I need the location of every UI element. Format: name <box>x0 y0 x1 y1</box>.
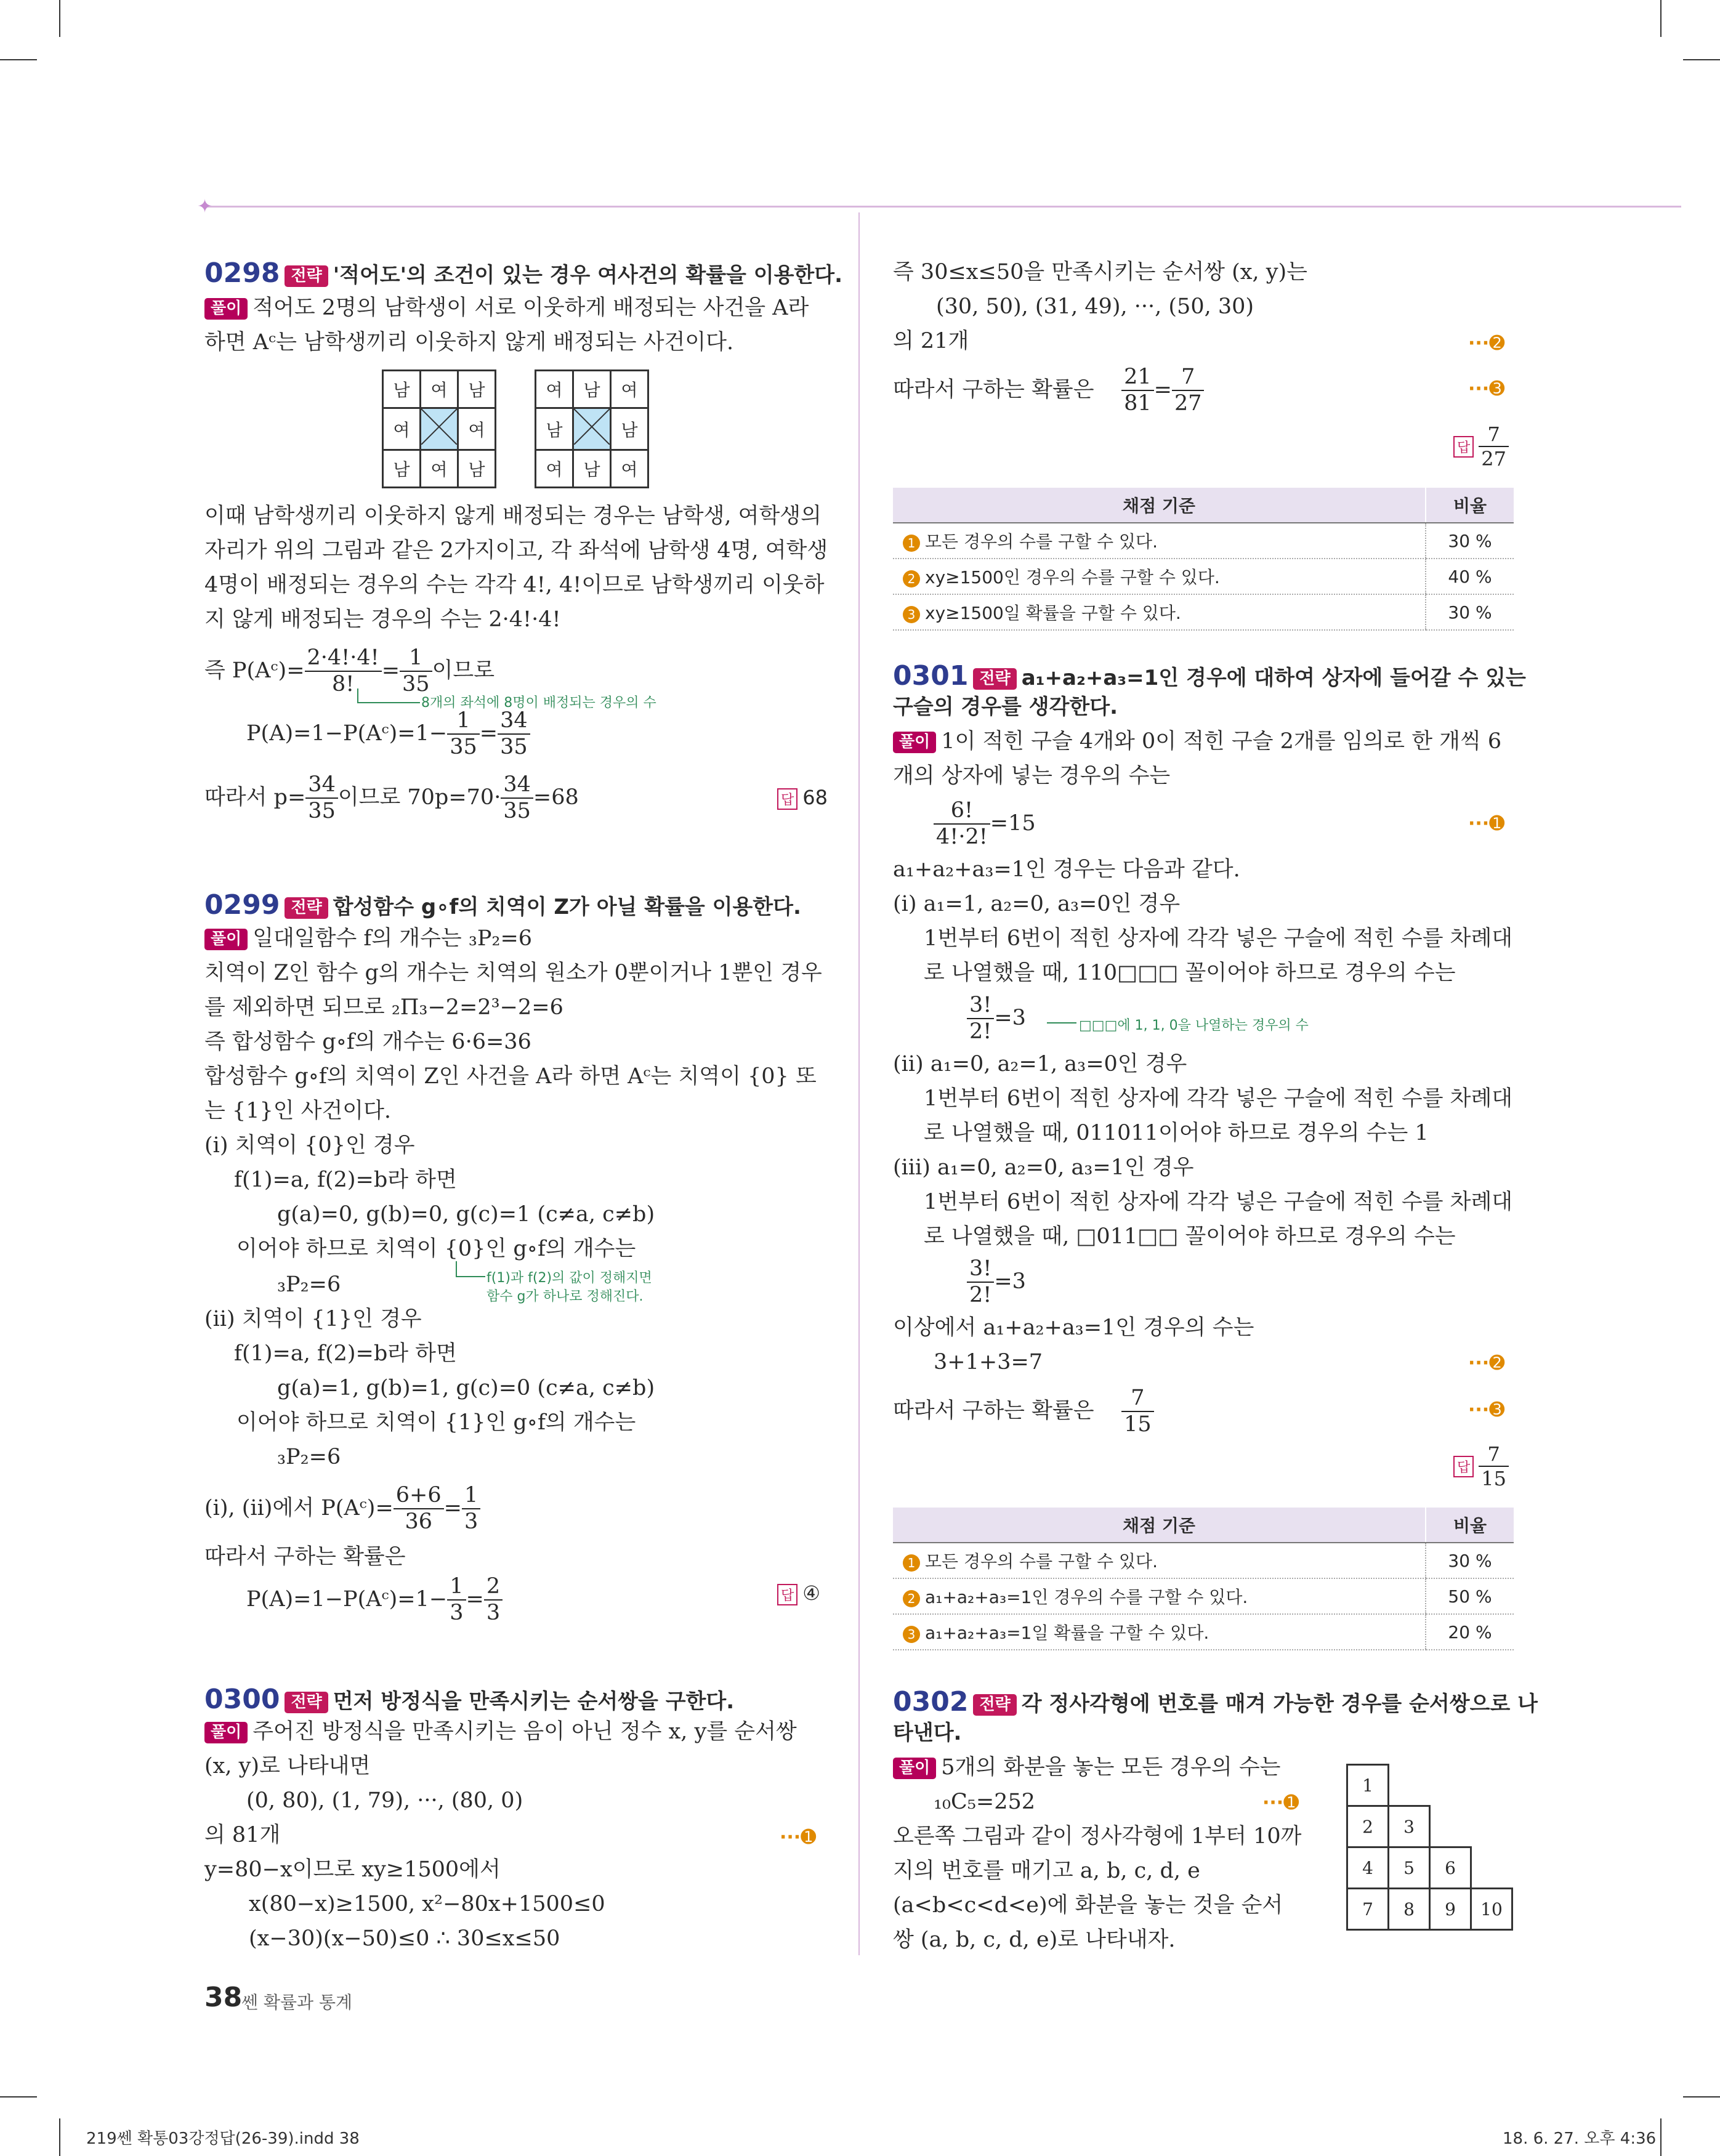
criteria-cell: 2 a₁+a₂+a₃=1인 경우의 수를 구할 수 있다. <box>893 1578 1426 1614</box>
annotation-note: □□□에 1, 1, 0을 나열하는 경우의 수 <box>1079 1018 1309 1033</box>
text-line: 지의 번호를 매기고 a, b, c, d, e <box>893 1859 1200 1883</box>
page-number: 38 <box>204 1982 243 2013</box>
text-line: 로 나열했을 때, 110□□□ 꼴이어야 하므로 경우의 수는 <box>924 961 1456 985</box>
step-number-icon: 2 <box>903 1590 920 1607</box>
criteria-cell: 1 모든 경우의 수를 구할 수 있다. <box>893 523 1426 559</box>
note-bracket <box>456 1261 485 1277</box>
step-marker: ···➋ <box>1468 333 1505 354</box>
seat-cell: 여 <box>611 371 648 408</box>
text-line: (0, 80), (1, 79), ···, (80, 0) <box>246 1788 523 1813</box>
criteria-cell: 2 xy≥1500인 경우의 수를 구할 수 있다. <box>893 559 1426 594</box>
criteria-cell: 3 xy≥1500일 확률을 구할 수 있다. <box>893 594 1426 630</box>
formula-line: 즉 P(Aᶜ)= $\frac{2\cdot 4!\cdot 4!}{8!}$ = $\frac{1}{35}$ 이므로 <box>204 645 495 697</box>
ratio-header: 비율 <box>1426 1508 1514 1543</box>
text-line: a₁+a₂+a₃=1인 경우는 다음과 같다. <box>893 857 1240 882</box>
problem-0300-header: 0300 전략 먼저 방정식을 만족시키는 순서쌍을 구한다. <box>204 1684 735 1715</box>
blank-space <box>1471 1806 1512 1847</box>
solution-line: 풀이 1이 적힌 구슬 4개와 0이 적힌 구슬 2개를 임의로 한 개씩 6 <box>893 729 1501 754</box>
ratio-cell: 40 % <box>1426 559 1514 594</box>
seat-cell: 여 <box>611 450 648 488</box>
seat-cell: 여 <box>458 408 496 450</box>
text-line: 따라서 구하는 확률은 <box>204 1544 406 1569</box>
header-rule <box>203 206 1681 208</box>
seat-cell: 여 <box>536 371 573 408</box>
solution-line: 풀이 적어도 2명의 남학생이 서로 이웃하게 배정되는 사건을 A라 <box>204 296 809 321</box>
formula-line: 따라서 구하는 확률은 $\frac{21}{81}$ = $\frac{7}{27}$ <box>893 365 1204 417</box>
scoring-table-0300 <box>893 488 1514 631</box>
numbered-square: 4 <box>1347 1847 1389 1889</box>
ratio-cell: 30 % <box>1426 523 1514 559</box>
text-line: g(a)=1, g(b)=1, g(c)=0 (c≠a, c≠b) <box>277 1376 655 1400</box>
text-line: (a<b<c<d<e)에 화분을 놓는 것을 순서 <box>893 1893 1283 1918</box>
crop-mark <box>1660 2118 1661 2156</box>
seat-cell: 남 <box>573 371 611 408</box>
text-line: (x, y)로 나타내면 <box>204 1754 371 1778</box>
strategy-line: 구슬의 경우를 생각한다. <box>893 695 1118 719</box>
text-line: 오른쪽 그림과 같이 정사각형에 1부터 10까 <box>893 1824 1302 1849</box>
text-line: 이어야 하므로 치역이 {0}인 g∘f의 개수는 <box>236 1237 636 1261</box>
step-marker: ···➊ <box>1262 1792 1299 1814</box>
seat-cell: 남 <box>611 408 648 450</box>
seat-cell: 여 <box>383 408 421 450</box>
crop-mark <box>1683 59 1720 60</box>
text-line: (ⅰ) 치역이 {0}인 경우 <box>204 1133 415 1158</box>
text-line: 합성함수 g∘f의 치역이 Z인 사건을 A라 하면 Aᶜ는 치역이 {0} 또 <box>204 1064 817 1089</box>
text-line: (ⅱ) 치역이 {1}인 경우 <box>204 1307 422 1331</box>
solution-line: 풀이 주어진 방정식을 만족시키는 음이 아닌 정수 x, y를 순서쌍 <box>204 1719 797 1745</box>
criteria-cell: 1 모든 경우의 수를 구할 수 있다. <box>893 1543 1426 1578</box>
crop-mark <box>59 2118 60 2156</box>
note-bracket <box>1047 1022 1076 1023</box>
footer-right: 18. 6. 27. 오후 4:36 <box>1503 2130 1657 2148</box>
note-bracket <box>357 688 420 703</box>
text-line: 자리가 위의 그림과 같은 2가지이고, 각 좌석에 남학생 4명, 여학생 <box>204 538 828 563</box>
text-line: 하면 Aᶜ는 남학생끼리 이웃하지 않게 배정되는 사건이다. <box>204 330 734 355</box>
star-icon: ✦ <box>197 196 213 217</box>
numbered-square: 8 <box>1389 1889 1430 1930</box>
text-line: 의 81개 <box>204 1823 281 1847</box>
seat-cell <box>573 408 611 450</box>
seat-cell: 여 <box>421 450 458 488</box>
answer-0301: 답 $\frac{7}{15}$ <box>1453 1442 1509 1490</box>
step-number-icon: 2 <box>903 570 920 587</box>
seat-grid-a <box>382 369 496 488</box>
text-line: 개의 상자에 넣는 경우의 수는 <box>893 764 1171 788</box>
blank-space <box>1389 1765 1430 1806</box>
answer-0298: 답 68 <box>777 786 828 810</box>
seat-cell: 남 <box>383 450 421 488</box>
ratio-cell: 20 % <box>1426 1614 1514 1650</box>
text-line: 이어야 하므로 치역이 {1}인 g∘f의 개수는 <box>236 1410 636 1435</box>
problem-0298-header: 0298 전략 '적어도'의 조건이 있는 경우 여사건의 확률을 이용한다. <box>204 257 843 289</box>
column-divider <box>858 212 860 1955</box>
formula-line: (ⅰ), (ⅱ)에서 P(Aᶜ)= $\frac{6+6}{36}$ = $\frac{1}{3}$ <box>204 1483 480 1535</box>
seat-grid-b <box>535 369 649 488</box>
text-line: 1번부터 6번이 적힌 상자에 각각 넣은 구슬에 적힌 수를 차례대 <box>924 1190 1513 1214</box>
numbered-square: 5 <box>1389 1847 1430 1889</box>
step-marker: ···➌ <box>1468 1399 1505 1421</box>
criteria-header: 채점 기준 <box>893 1508 1426 1543</box>
text-line: f(1)=a, f(2)=b라 하면 <box>234 1168 457 1192</box>
numbered-square-figure <box>1346 1764 1513 1931</box>
criteria-header: 채점 기준 <box>893 488 1426 523</box>
seat-cell: 남 <box>573 450 611 488</box>
formula-line: 따라서 p= $\frac{34}{35}$ 이므로 70p=70· $\frac{34}{35}$ =68 <box>204 772 579 824</box>
seat-cell: 남 <box>458 371 496 408</box>
step-number-icon: 1 <box>903 535 920 552</box>
annotation-note: f(1)과 f(2)의 값이 정해지면 <box>487 1270 652 1286</box>
text-line: x(80−x)≥1500, x²−80x+1500≤0 <box>249 1892 605 1916</box>
seat-cell: 남 <box>383 371 421 408</box>
text-line: 의 21개 <box>893 329 969 353</box>
seat-cell: 남 <box>458 450 496 488</box>
text-line: 는 {1}인 사건이다. <box>204 1099 392 1123</box>
footer-left: 219쎈 확통03강정답(26-39).indd 38 <box>86 2130 360 2148</box>
book-label: 쎈 확률과 통계 <box>241 1992 353 2013</box>
text-line: 4명이 배정되는 경우의 수는 각각 4!, 4!이므로 남학생끼리 이웃하 <box>204 573 825 597</box>
blank-space <box>1430 1806 1471 1847</box>
ratio-header: 비율 <box>1426 488 1514 523</box>
text-line: 치역이 Z인 함수 g의 개수는 치역의 원소가 0뿐이거나 1뿐인 경우 <box>204 961 822 985</box>
seat-cell: 여 <box>536 450 573 488</box>
text-line: 로 나열했을 때, 011011이어야 하므로 경우의 수는 1 <box>924 1121 1429 1145</box>
seat-cell: 여 <box>421 371 458 408</box>
cross-icon <box>574 409 610 445</box>
ratio-cell: 30 % <box>1426 594 1514 630</box>
text-line: (30, 50), (31, 49), ···, (50, 30) <box>936 294 1254 319</box>
crop-mark <box>0 2096 37 2097</box>
formula-line: P(A)=1−P(Aᶜ)=1− $\frac{1}{35}$ = $\frac{34}{35}$ <box>246 708 530 761</box>
text-line: 즉 30≤x≤50을 만족시키는 순서쌍 (x, y)는 <box>893 260 1307 285</box>
text-line: 1번부터 6번이 적힌 상자에 각각 넣은 구슬에 적힌 수를 차례대 <box>924 1086 1513 1111</box>
text-line: 쌍 (a, b, c, d, e)로 나타내자. <box>893 1928 1176 1952</box>
text-line: f(1)=a, f(2)=b라 하면 <box>234 1341 457 1366</box>
numbered-square: 7 <box>1347 1889 1389 1930</box>
text-line: g(a)=0, g(b)=0, g(c)=1 (c≠a, c≠b) <box>277 1202 655 1227</box>
numbered-square: 6 <box>1430 1847 1471 1889</box>
ratio-cell: 30 % <box>1426 1543 1514 1578</box>
ratio-cell: 50 % <box>1426 1578 1514 1614</box>
problem-0299-header: 0299 전략 합성함수 g∘f의 치역이 Z가 아닐 확률을 이용한다. <box>204 889 801 921</box>
formula-line: $\frac{6!}{4!\cdot 2!}$ =15 <box>934 798 1036 850</box>
numbered-square: 2 <box>1347 1806 1389 1847</box>
answer-0299: 답 ④ <box>777 1581 820 1605</box>
crop-mark <box>1660 0 1661 37</box>
formula-line: $\frac{3!}{2!}$ =3 <box>967 1256 1026 1309</box>
text-line: 즉 합성함수 g∘f의 개수는 6·6=36 <box>204 1030 531 1054</box>
text-line: 이상에서 a₁+a₂+a₃=1인 경우의 수는 <box>893 1315 1254 1340</box>
problem-0301-header: 0301 전략 a₁+a₂+a₃=1인 경우에 대하여 상자에 들어갈 수 있는 <box>893 660 1526 692</box>
text-line: 이때 남학생끼리 이웃하지 않게 배정되는 경우는 남학생, 여학생의 <box>204 504 822 528</box>
text-line: (ⅲ) a₁=0, a₂=0, a₃=1인 경우 <box>893 1155 1194 1180</box>
crop-mark <box>0 59 37 60</box>
seat-cell: 남 <box>536 408 573 450</box>
step-marker: ···➊ <box>780 1827 817 1848</box>
text-line: (ⅰ) a₁=1, a₂=0, a₃=0인 경우 <box>893 892 1181 916</box>
text-line: y=80−x이므로 xy≥1500에서 <box>204 1857 501 1882</box>
step-number-icon: 3 <box>903 606 920 623</box>
solution-line: 풀이 일대일함수 f의 개수는 ₃P₂=6 <box>204 926 532 951</box>
step-marker: ···➊ <box>1468 813 1505 834</box>
step-marker: ···➋ <box>1468 1352 1505 1374</box>
solution-line: 풀이 5개의 화분을 놓는 모든 경우의 수는 <box>893 1755 1280 1780</box>
criteria-cell: 3 a₁+a₂+a₃=1일 확률을 구할 수 있다. <box>893 1614 1426 1650</box>
step-marker: ···➌ <box>1468 378 1505 400</box>
text-line: ₁₀C₅=252 <box>934 1790 1036 1814</box>
text-line: 3+1+3=7 <box>934 1350 1043 1375</box>
numbered-square: 9 <box>1430 1889 1471 1930</box>
crop-mark <box>59 0 60 37</box>
strategy-line: 타낸다. <box>893 1721 962 1745</box>
text-line: ₃P₂=6 <box>277 1272 341 1297</box>
text-line: 를 제외하면 되므로 ₂Π₃−2=2³−2=6 <box>204 995 563 1020</box>
blank-space <box>1430 1765 1471 1806</box>
formula-line: $\frac{3!}{2!}$ =3 <box>967 993 1026 1045</box>
annotation-note: 함수 g가 하나로 정해진다. <box>487 1289 644 1304</box>
text-line: ₃P₂=6 <box>277 1445 341 1469</box>
numbered-square: 10 <box>1471 1889 1512 1930</box>
answer-0300: 답 $\frac{7}{27}$ <box>1453 422 1509 470</box>
text-line: (x−30)(x−50)≤0 ∴ 30≤x≤50 <box>249 1926 560 1951</box>
scoring-table-0301 <box>893 1508 1514 1650</box>
text-line: (ⅱ) a₁=0, a₂=1, a₃=0인 경우 <box>893 1052 1187 1076</box>
blank-space <box>1471 1765 1512 1806</box>
formula-line: P(A)=1−P(Aᶜ)=1− $\frac{1}{3}$ = $\frac{2}{3}$ <box>246 1574 503 1626</box>
text-line: 1번부터 6번이 적힌 상자에 각각 넣은 구슬에 적힌 수를 차례대 <box>924 926 1513 951</box>
numbered-square: 3 <box>1389 1806 1430 1847</box>
blank-space <box>1471 1847 1512 1889</box>
cross-icon <box>421 409 457 445</box>
numbered-square: 1 <box>1347 1765 1389 1806</box>
annotation-note: 8개의 좌석에 8명이 배정되는 경우의 수 <box>421 695 656 711</box>
text-line: 로 나열했을 때, □011□□ 꼴이어야 하므로 경우의 수는 <box>924 1224 1456 1249</box>
problem-0302-header: 0302 전략 각 정사각형에 번호를 매겨 가능한 경우를 순서쌍으로 나 <box>893 1686 1538 1718</box>
seat-cell <box>421 408 458 450</box>
crop-mark <box>1683 2096 1720 2097</box>
formula-line: 따라서 구하는 확률은 $\frac{7}{15}$ <box>893 1386 1154 1438</box>
text-line: 지 않게 배정되는 경우의 수는 2·4!·4! <box>204 607 561 632</box>
step-number-icon: 3 <box>903 1626 920 1643</box>
step-number-icon: 1 <box>903 1554 920 1572</box>
